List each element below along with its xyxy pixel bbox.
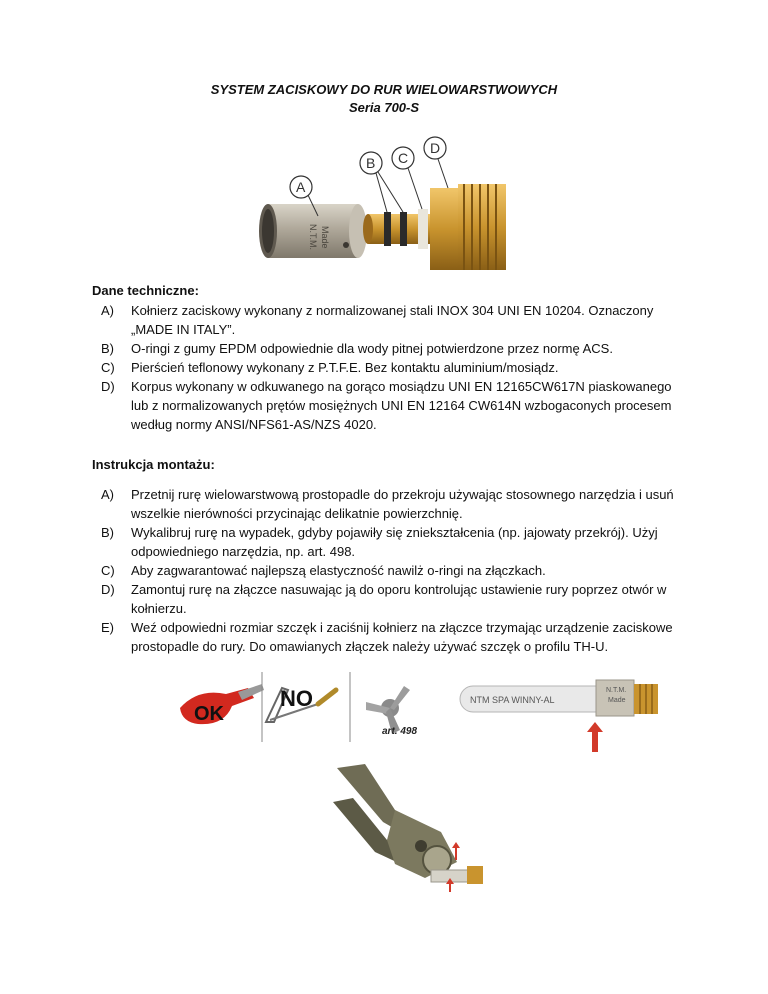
calibrator-illustration [366,686,417,737]
ok-label: OK [194,703,224,725]
pipe-label: NTM SPA WINNY-AL [470,695,555,705]
tech-list [90,301,690,434]
calibrator-caption: art. 498 [382,726,418,737]
tech-heading: Dane techniczne: [92,283,199,298]
oring-1 [384,212,391,246]
oring-2 [400,212,407,246]
assembly-heading: Instrukcja montażu: [92,457,215,472]
sleeve-marking-2: Made [320,226,330,249]
list-item: A) Kołnierz zaciskowy wykonany z normalizowanej stali INOX 304 UNI EN 10204. Oznaczony „MADE IN ITALY”. [101,303,654,337]
press-sleeve [259,204,367,258]
fitting-exploded-diagram [250,132,518,278]
list-item: C) Pierścień teflonowy wykonany z P.T.F.E. Bez kontaktu aluminium/mosiądz. [101,360,559,375]
list-item: B) O-ringi z gumy EPDM odpowiednie dla wody pitnej potwierdzone przez normę ACS. [101,341,613,356]
list-item: E) Weź odpowiedni rozmiar szczęk i zaciśnij kołnierz na złączce trzymając urządzenie zaciskowe prostopadle do rury. Do omawianych złączek należy używać szczęk o profilu TH-U. [101,620,673,654]
label-a: A [296,179,306,195]
label-b: B [366,155,376,171]
hacksaw-no-illustration [266,686,336,722]
arrow-up-icon [587,722,603,752]
list-item: B) Wykalibruj rurę na wypadek, gdyby pojawiły się zniekształcenia (np. jajowaty przekrój). Użyj odpowiedniego narzędzia, np. art. 498. [101,525,658,559]
list-item: D) Korpus wykonany w odkuwanego na gorąco mosiądzu UNI EN 12165CW617N piaskowanego lub z normalizowanych prętów mosiężnych UNI EN 12164 CW614N wzbogaconych procesem według normy ANSI/NFS61-AS/NZS 4020. [101,379,672,432]
pipe-fitting-marking-2: Made [608,697,626,704]
pipe-with-fitting-illustration [460,680,658,752]
sleeve-marking-1: N.T.M. [308,224,318,250]
ptfe-ring [418,209,428,249]
pipe-fitting-marking-1: N.T.M. [606,687,627,694]
assembly-illustrations [178,670,668,760]
pipe-cutter-ok-illustration [180,684,264,725]
list-item: D) Zamontuj rurę na złączce nasuwając ją do oporu kontrolując ustawienie rury poprzez otwór w kołnierzu. [101,582,667,616]
document-subtitle: Seria 700-S [348,100,420,115]
list-item: C) Aby zagwarantować najlepszą elastyczność nawilż o-ringi na złączkach. [101,563,546,578]
label-d: D [430,140,441,156]
label-c: C [398,150,409,166]
press-tool-illustration [325,762,495,898]
no-label: NO [280,686,313,711]
document-title: SYSTEM ZACISKOWY DO RUR WIELOWARSTWOWYCH [210,82,558,97]
list-item: A) Przetnij rurę wielowarstwową prostopadle do przekroju używając stosownego narzędzia i usuń wszelkie nierówności przycinając delikatnie powierzchnię. [101,487,674,521]
assembly-list [90,485,690,656]
